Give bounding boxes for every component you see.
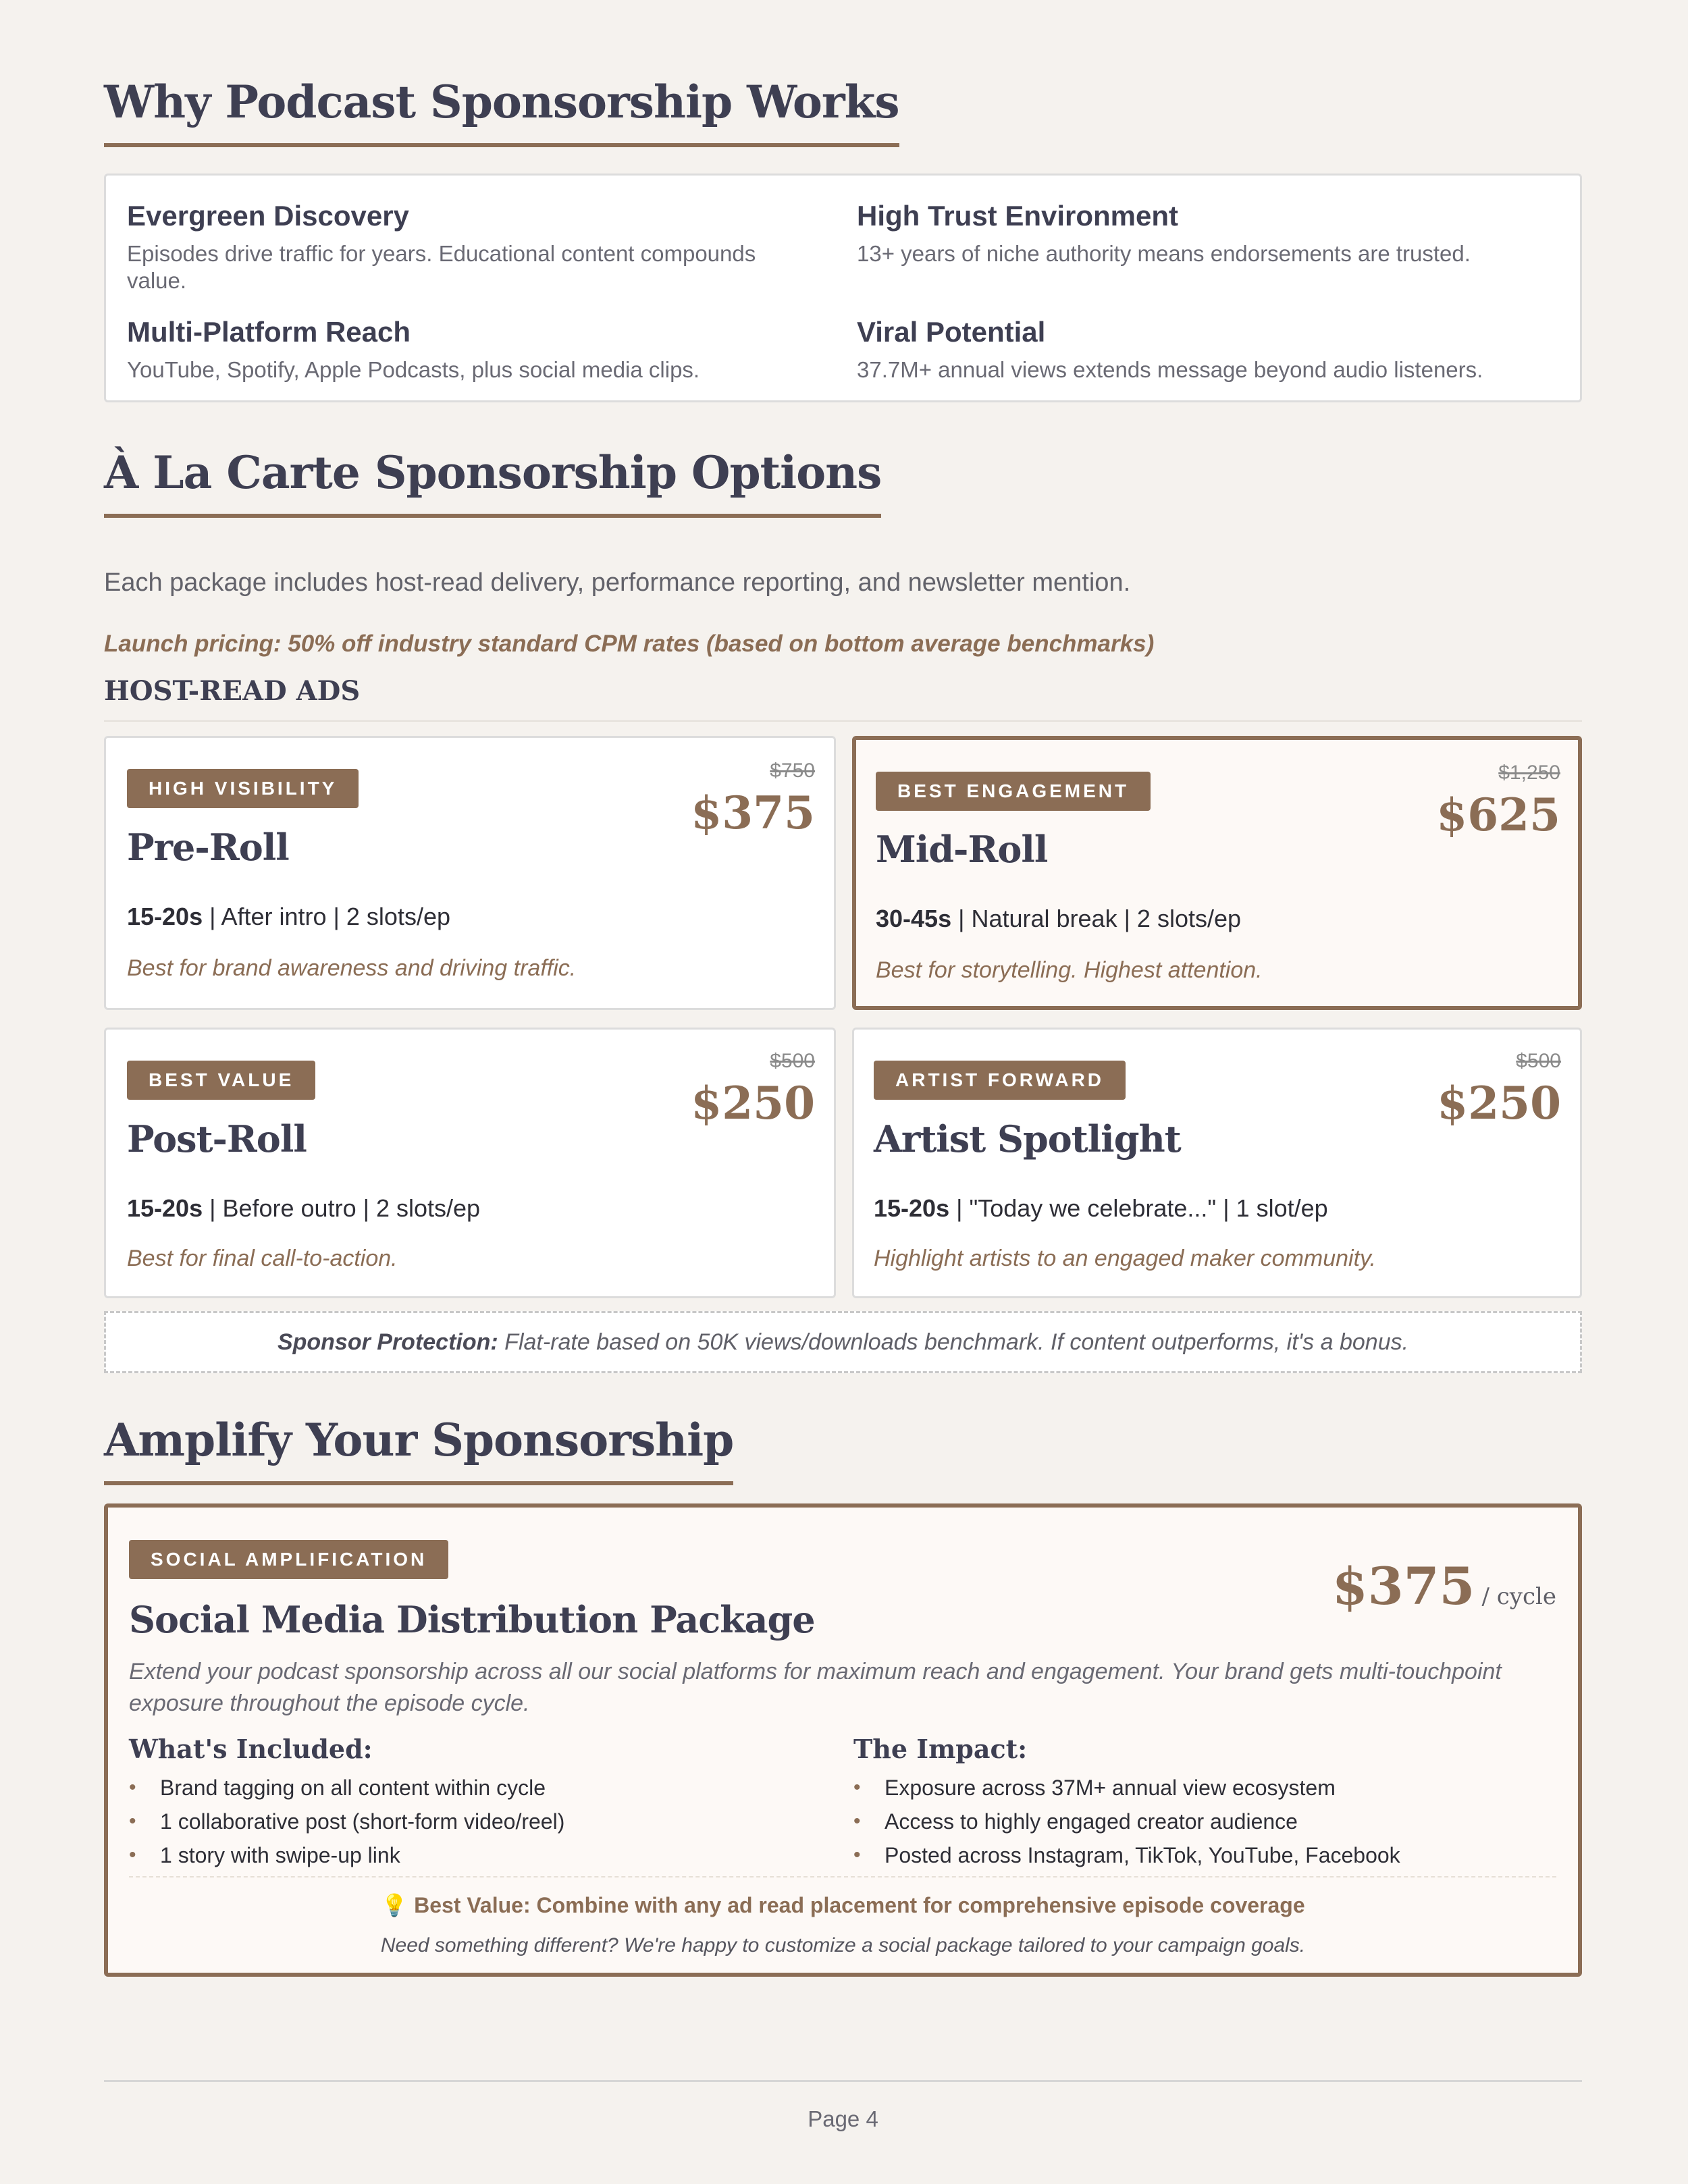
original-price: $500	[1516, 1050, 1561, 1072]
card-specs	[876, 905, 1241, 933]
protection-label: Sponsor Protection:	[277, 1329, 498, 1355]
list-item-text: 1 collaborative post (short-form video/reel)	[160, 1809, 565, 1834]
benefit-text: Episodes drive traffic for years. Educational content compounds value.	[127, 241, 756, 293]
impact-list	[853, 1771, 1400, 1872]
list-item-text: Exposure across 37M+ annual view ecosystem	[885, 1776, 1336, 1800]
benefit-text: YouTube, Spotify, Apple Podcasts, plus social media clips.	[127, 357, 700, 382]
amplify-section-title: Amplify Your Sponsorship	[104, 1414, 733, 1485]
list-item	[129, 1838, 564, 1872]
list-item-text: Brand tagging on all content within cycle	[160, 1776, 546, 1800]
card-description: Highlight artists to an engaged maker community.	[874, 1246, 1376, 1271]
card-duration: 15-20s	[127, 903, 203, 930]
benefit-title: Multi-Platform Reach	[127, 316, 411, 348]
benefit-title: Viral Potential	[857, 316, 1046, 348]
customize-note: Need something different? We're happy to customize a social package tailored to your campaign goals.	[380, 1934, 1306, 1956]
list-item	[853, 1771, 1400, 1805]
alacarte-intro: Each package includes host-read delivery, performance reporting, and newsletter mention.	[104, 568, 1131, 597]
sale-price: $250	[691, 1077, 815, 1129]
package-description: Extend your podcast sponsorship across all our social platforms for maximum reach and engagement. Your brand gets multi-touchpoint exposure throughout the episode cycle.	[129, 1659, 1502, 1716]
benefit-text: 13+ years of niche authority means endorsements are trusted.	[857, 241, 1471, 266]
why-benefits-box	[104, 174, 1582, 402]
card-specs	[127, 1194, 480, 1223]
card-badge: ARTIST FORWARD	[874, 1061, 1126, 1100]
list-item	[129, 1771, 564, 1805]
card-details: | Natural break | 2 slots/ep	[951, 905, 1242, 932]
package-badge: SOCIAL AMPLIFICATION	[129, 1540, 448, 1579]
card-description: Best for storytelling. Highest attention.	[876, 957, 1263, 983]
bullet-icon: •	[853, 1844, 861, 1866]
card-duration: 30-45s	[876, 905, 952, 932]
original-price: $1,250	[1498, 762, 1560, 784]
benefit-title: Evergreen Discovery	[127, 200, 409, 232]
card-details: | Before outro | 2 slots/ep	[203, 1194, 481, 1222]
benefit-title: High Trust Environment	[857, 200, 1179, 232]
why-section-title: Why Podcast Sponsorship Works	[104, 76, 899, 147]
package-title: Social Media Distribution Package	[129, 1598, 815, 1641]
original-price: $750	[770, 760, 815, 782]
footer-divider	[104, 2080, 1582, 2082]
impact-heading: The Impact:	[853, 1734, 1028, 1764]
card-title: Post-Roll	[127, 1117, 307, 1161]
list-item	[853, 1838, 1400, 1872]
package-price	[1332, 1556, 1556, 1616]
card-badge: BEST VALUE	[127, 1061, 315, 1100]
protection-text: Flat-rate based on 50K views/downloads benchmark. If content outperforms, it's a bonus.	[498, 1329, 1409, 1355]
best-value-text: Best Value: Combine with any ad read placement for comprehensive episode coverage	[414, 1893, 1305, 1917]
package-price-unit: / cycle	[1481, 1583, 1556, 1610]
card-title: Mid-Roll	[876, 828, 1048, 871]
benefit-viral	[857, 316, 1532, 383]
list-item-text: Access to highly engaged creator audience	[885, 1809, 1298, 1834]
list-item	[129, 1805, 564, 1838]
best-value-note	[108, 1892, 1578, 1918]
bullet-icon: •	[129, 1844, 136, 1866]
social-package-card	[104, 1503, 1582, 1977]
card-details: | "Today we celebrate..." | 1 slot/ep	[949, 1194, 1328, 1222]
list-item-text: Posted across Instagram, TikTok, YouTube, Facebook	[885, 1843, 1400, 1867]
card-description: Best for final call-to-action.	[127, 1246, 398, 1271]
package-price-amount: $375	[1331, 1556, 1475, 1616]
benefit-evergreen	[127, 200, 802, 294]
card-pre-roll	[104, 736, 836, 1010]
sale-price: $375	[691, 787, 815, 839]
card-title: Artist Spotlight	[874, 1117, 1181, 1161]
host-read-subhead: HOST-READ ADS	[104, 675, 1582, 722]
card-details: | After intro | 2 slots/ep	[203, 903, 450, 930]
benefit-text: 37.7M+ annual views extends message beyond audio listeners.	[857, 357, 1483, 382]
bullet-icon: •	[129, 1776, 136, 1799]
page-number: Page 4	[808, 2106, 878, 2131]
card-title: Pre-Roll	[127, 826, 289, 869]
card-duration: 15-20s	[127, 1194, 203, 1222]
benefit-trust	[857, 200, 1532, 267]
bullet-icon: •	[853, 1810, 861, 1832]
card-post-roll	[104, 1028, 836, 1298]
card-duration: 15-20s	[874, 1194, 950, 1222]
card-mid-roll	[852, 736, 1582, 1010]
alacarte-section-title: À La Carte Sponsorship Options	[104, 446, 881, 518]
included-list	[129, 1771, 564, 1872]
card-artist-spotlight	[852, 1028, 1582, 1298]
card-specs	[874, 1194, 1328, 1223]
bullet-icon: •	[853, 1776, 861, 1799]
sale-price: $250	[1437, 1077, 1561, 1129]
list-item	[853, 1805, 1400, 1838]
lightbulb-icon: 💡	[381, 1893, 408, 1917]
list-item-text: 1 story with swipe-up link	[160, 1843, 400, 1867]
sale-price: $625	[1436, 789, 1560, 841]
card-badge: BEST ENGAGEMENT	[876, 772, 1151, 811]
benefit-multiplatform	[127, 316, 802, 383]
sponsor-protection-note	[104, 1311, 1582, 1373]
card-description: Best for brand awareness and driving traffic.	[127, 955, 577, 981]
divider	[129, 1876, 1556, 1877]
original-price: $500	[770, 1050, 815, 1072]
card-badge: HIGH VISIBILITY	[127, 769, 359, 808]
launch-pricing-note: Launch pricing: 50% off industry standard CPM rates (based on bottom average benchmarks)	[104, 631, 1155, 657]
included-heading: What's Included:	[129, 1734, 373, 1764]
bullet-icon: •	[129, 1810, 136, 1832]
card-specs	[127, 903, 450, 931]
